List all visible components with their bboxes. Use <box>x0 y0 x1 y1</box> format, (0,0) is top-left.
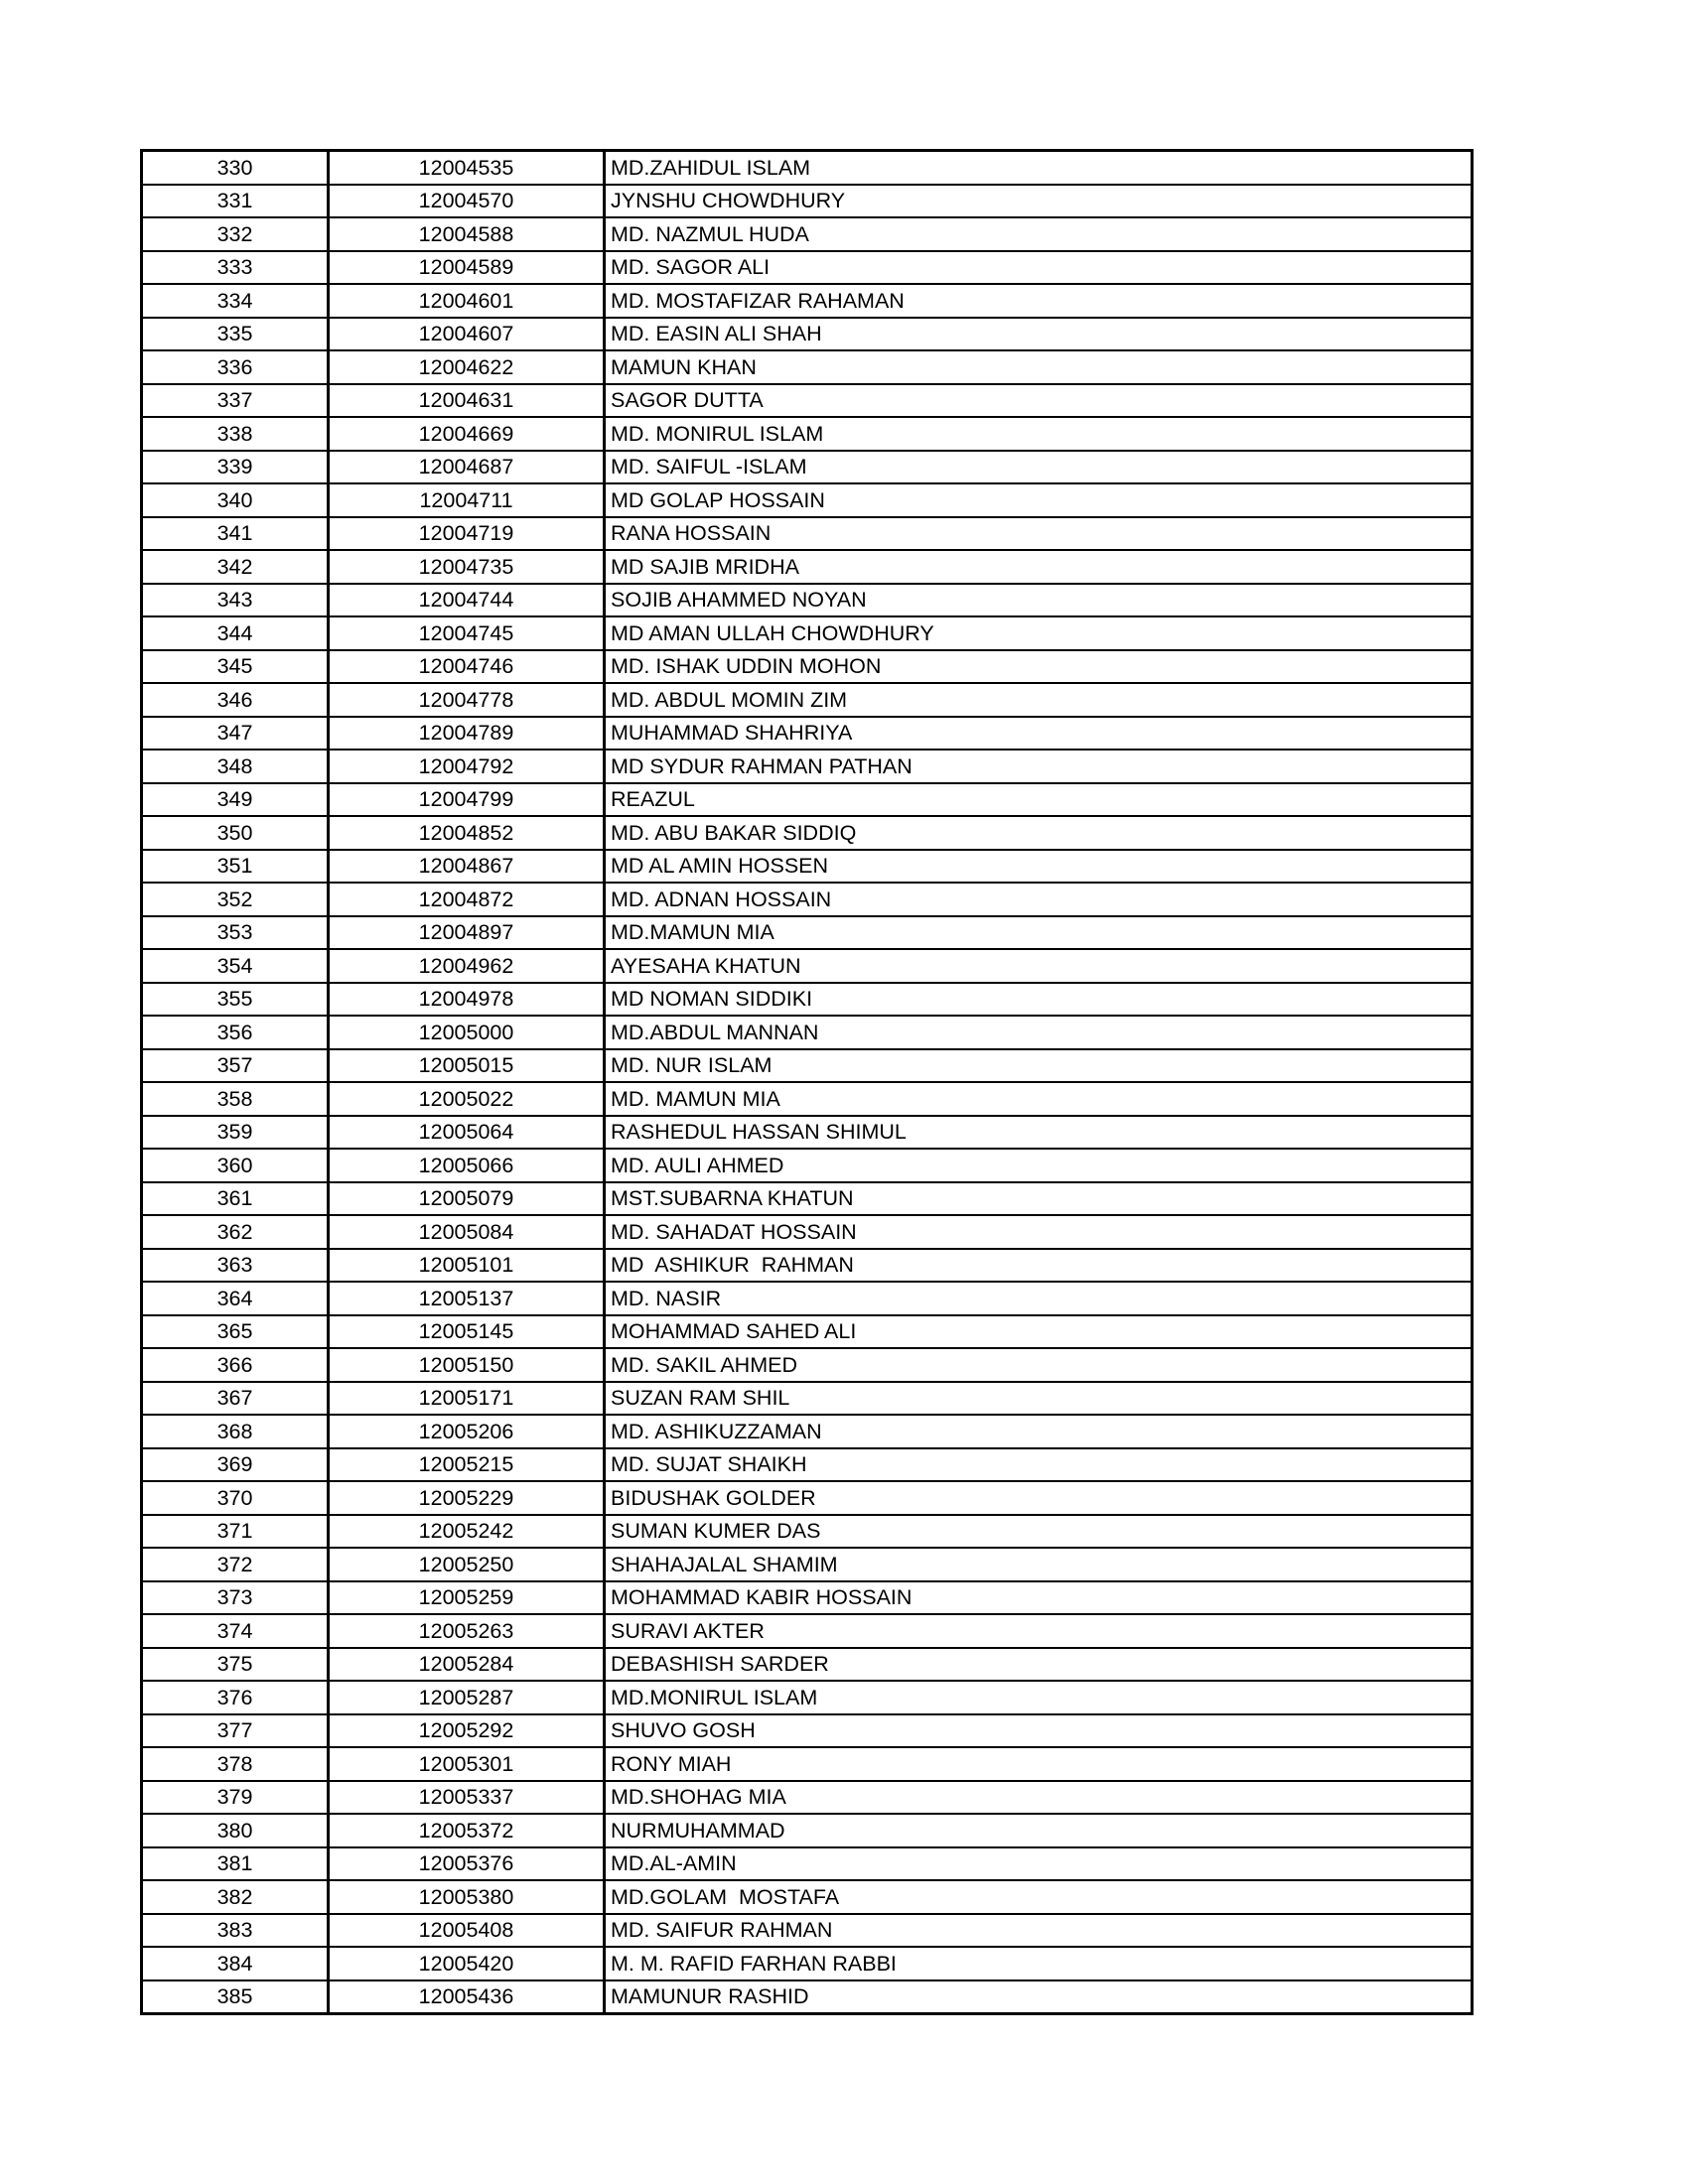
roll-number-cell: 12004588 <box>329 217 605 251</box>
roll-number-cell: 12005171 <box>329 1382 605 1416</box>
table-row <box>142 983 1473 1017</box>
roll-number-cell: 12004962 <box>329 949 605 983</box>
roll-number-cell: 12004601 <box>329 284 605 318</box>
roll-number-cell: 12005242 <box>329 1515 605 1549</box>
roll-number-cell: 12005250 <box>329 1548 605 1581</box>
candidate-name-cell: SUZAN RAM SHIL <box>605 1382 1473 1416</box>
candidate-name-cell: MD. ADNAN HOSSAIN <box>605 883 1473 916</box>
candidate-name-cell: MD. ABDUL MOMIN ZIM <box>605 683 1473 717</box>
table-row <box>142 584 1473 617</box>
table-row <box>142 1614 1473 1648</box>
table-row <box>142 816 1473 850</box>
candidate-name-cell: SUMAN KUMER DAS <box>605 1515 1473 1549</box>
candidate-name-cell: MAMUNUR RASHID <box>605 1980 1473 2014</box>
candidate-name-cell: NURMUHAMMAD <box>605 1814 1473 1847</box>
roll-number-cell: 12004978 <box>329 983 605 1017</box>
roll-number-cell: 12005101 <box>329 1249 605 1283</box>
roll-number-cell: 12004897 <box>329 916 605 950</box>
roll-number-cell: 12004745 <box>329 616 605 650</box>
table-row <box>142 1182 1473 1216</box>
serial-number-cell: 380 <box>142 1814 329 1847</box>
roll-number-cell: 12005284 <box>329 1648 605 1682</box>
roll-number-cell: 12005145 <box>329 1315 605 1349</box>
candidate-name-cell: MD.GOLAM MOSTAFA <box>605 1880 1473 1914</box>
roll-number-cell: 12004607 <box>329 318 605 351</box>
candidate-name-cell: BIDUSHAK GOLDER <box>605 1481 1473 1515</box>
roll-number-cell: 12004792 <box>329 750 605 783</box>
table-row <box>142 1914 1473 1948</box>
candidate-name-cell: JYNSHU CHOWDHURY <box>605 185 1473 218</box>
table-row <box>142 1249 1473 1283</box>
serial-number-cell: 343 <box>142 584 329 617</box>
roll-number-cell: 12004622 <box>329 350 605 384</box>
roll-number-cell: 12005380 <box>329 1880 605 1914</box>
candidate-name-cell: MD GOLAP HOSSAIN <box>605 483 1473 517</box>
serial-number-cell: 368 <box>142 1415 329 1448</box>
table-row <box>142 1781 1473 1815</box>
candidate-name-cell: MD. NUR ISLAM <box>605 1049 1473 1083</box>
roll-number-cell: 12004746 <box>329 650 605 684</box>
candidate-table <box>140 149 1474 2015</box>
table-row <box>142 883 1473 916</box>
candidate-name-cell: SOJIB AHAMMED NOYAN <box>605 584 1473 617</box>
serial-number-cell: 375 <box>142 1648 329 1682</box>
candidate-name-cell: MD. NAZMUL HUDA <box>605 217 1473 251</box>
serial-number-cell: 367 <box>142 1382 329 1416</box>
serial-number-cell: 334 <box>142 284 329 318</box>
table-row <box>142 550 1473 584</box>
table-row <box>142 1747 1473 1781</box>
roll-number-cell: 12005436 <box>329 1980 605 2014</box>
serial-number-cell: 379 <box>142 1781 329 1815</box>
serial-number-cell: 330 <box>142 151 329 185</box>
candidate-name-cell: MD.ABDUL MANNAN <box>605 1016 1473 1049</box>
table-row <box>142 1415 1473 1448</box>
candidate-name-cell: SHUVO GOSH <box>605 1714 1473 1748</box>
serial-number-cell: 336 <box>142 350 329 384</box>
table-row <box>142 850 1473 884</box>
serial-number-cell: 345 <box>142 650 329 684</box>
serial-number-cell: 366 <box>142 1348 329 1382</box>
table-row <box>142 717 1473 751</box>
table-row <box>142 284 1473 318</box>
table-row <box>142 1681 1473 1714</box>
candidate-name-cell: MOHAMMAD SAHED ALI <box>605 1315 1473 1349</box>
table-row <box>142 1215 1473 1249</box>
roll-number-cell: 12005408 <box>329 1914 605 1948</box>
roll-number-cell: 12005215 <box>329 1448 605 1482</box>
roll-number-cell: 12004589 <box>329 251 605 285</box>
table-row <box>142 417 1473 451</box>
roll-number-cell: 12004687 <box>329 451 605 484</box>
table-row <box>142 1082 1473 1116</box>
roll-number-cell: 12005287 <box>329 1681 605 1714</box>
candidate-name-cell: MD SAJIB MRIDHA <box>605 550 1473 584</box>
serial-number-cell: 376 <box>142 1681 329 1714</box>
table-row <box>142 1814 1473 1847</box>
candidate-name-cell: MD. ABU BAKAR SIDDIQ <box>605 816 1473 850</box>
candidate-name-cell: MD. EASIN ALI SHAH <box>605 318 1473 351</box>
roll-number-cell: 12005337 <box>329 1781 605 1815</box>
candidate-name-cell: MD AL AMIN HOSSEN <box>605 850 1473 884</box>
serial-number-cell: 373 <box>142 1581 329 1615</box>
serial-number-cell: 384 <box>142 1947 329 1980</box>
candidate-name-cell: MD.AL-AMIN <box>605 1847 1473 1881</box>
serial-number-cell: 385 <box>142 1980 329 2014</box>
roll-number-cell: 12005301 <box>329 1747 605 1781</box>
serial-number-cell: 355 <box>142 983 329 1017</box>
serial-number-cell: 339 <box>142 451 329 484</box>
table-row <box>142 1481 1473 1515</box>
candidate-name-cell: MD. MONIRUL ISLAM <box>605 417 1473 451</box>
serial-number-cell: 335 <box>142 318 329 351</box>
candidate-table-body <box>142 151 1473 2014</box>
table-row <box>142 1548 1473 1581</box>
candidate-name-cell: MD. ASHIKUZZAMAN <box>605 1415 1473 1448</box>
roll-number-cell: 12004799 <box>329 783 605 817</box>
table-row <box>142 185 1473 218</box>
serial-number-cell: 370 <box>142 1481 329 1515</box>
table-row <box>142 384 1473 418</box>
serial-number-cell: 383 <box>142 1914 329 1948</box>
serial-number-cell: 351 <box>142 850 329 884</box>
roll-number-cell: 12005066 <box>329 1149 605 1182</box>
serial-number-cell: 332 <box>142 217 329 251</box>
roll-number-cell: 12005376 <box>329 1847 605 1881</box>
serial-number-cell: 371 <box>142 1515 329 1549</box>
roll-number-cell: 12005079 <box>329 1182 605 1216</box>
candidate-name-cell: MD. SAGOR ALI <box>605 251 1473 285</box>
candidate-name-cell: MD.SHOHAG MIA <box>605 1781 1473 1815</box>
candidate-name-cell: MUHAMMAD SHAHRIYA <box>605 717 1473 751</box>
roll-number-cell: 12004867 <box>329 850 605 884</box>
roll-number-cell: 12005022 <box>329 1082 605 1116</box>
table-row <box>142 1448 1473 1482</box>
roll-number-cell: 12004872 <box>329 883 605 916</box>
candidate-name-cell: MD.MAMUN MIA <box>605 916 1473 950</box>
serial-number-cell: 381 <box>142 1847 329 1881</box>
serial-number-cell: 350 <box>142 816 329 850</box>
serial-number-cell: 377 <box>142 1714 329 1748</box>
serial-number-cell: 359 <box>142 1116 329 1150</box>
table-row <box>142 616 1473 650</box>
serial-number-cell: 372 <box>142 1548 329 1581</box>
roll-number-cell: 12005292 <box>329 1714 605 1748</box>
serial-number-cell: 340 <box>142 483 329 517</box>
table-row <box>142 483 1473 517</box>
candidate-name-cell: RASHEDUL HASSAN SHIMUL <box>605 1116 1473 1150</box>
roll-number-cell: 12004669 <box>329 417 605 451</box>
table-row <box>142 1116 1473 1150</box>
roll-number-cell: 12005137 <box>329 1282 605 1315</box>
table-row <box>142 750 1473 783</box>
roll-number-cell: 12005084 <box>329 1215 605 1249</box>
roll-number-cell: 12004778 <box>329 683 605 717</box>
serial-number-cell: 346 <box>142 683 329 717</box>
candidate-name-cell: MAMUN KHAN <box>605 350 1473 384</box>
roll-number-cell: 12005372 <box>329 1814 605 1847</box>
serial-number-cell: 365 <box>142 1315 329 1349</box>
table-row <box>142 1648 1473 1682</box>
table-row <box>142 783 1473 817</box>
table-row <box>142 318 1473 351</box>
candidate-name-cell: SURAVI AKTER <box>605 1614 1473 1648</box>
roll-number-cell: 12005259 <box>329 1581 605 1615</box>
serial-number-cell: 363 <box>142 1249 329 1283</box>
roll-number-cell: 12005064 <box>329 1116 605 1150</box>
serial-number-cell: 349 <box>142 783 329 817</box>
roll-number-cell: 12004735 <box>329 550 605 584</box>
roll-number-cell: 12004535 <box>329 151 605 185</box>
serial-number-cell: 360 <box>142 1149 329 1182</box>
table-row <box>142 949 1473 983</box>
serial-number-cell: 344 <box>142 616 329 650</box>
serial-number-cell: 361 <box>142 1182 329 1216</box>
table-row <box>142 1515 1473 1549</box>
roll-number-cell: 12004789 <box>329 717 605 751</box>
candidate-name-cell: MD. SAIFUR RAHMAN <box>605 1914 1473 1948</box>
table-row <box>142 217 1473 251</box>
roll-number-cell: 12005015 <box>329 1049 605 1083</box>
candidate-name-cell: MD AMAN ULLAH CHOWDHURY <box>605 616 1473 650</box>
table-row <box>142 650 1473 684</box>
serial-number-cell: 354 <box>142 949 329 983</box>
table-row <box>142 1348 1473 1382</box>
roll-number-cell: 12005263 <box>329 1614 605 1648</box>
roll-number-cell: 12005000 <box>329 1016 605 1049</box>
candidate-name-cell: MST.SUBARNA KHATUN <box>605 1182 1473 1216</box>
serial-number-cell: 358 <box>142 1082 329 1116</box>
roll-number-cell: 12004631 <box>329 384 605 418</box>
serial-number-cell: 341 <box>142 517 329 551</box>
candidate-name-cell: MD ASHIKUR RAHMAN <box>605 1249 1473 1283</box>
table-row <box>142 1016 1473 1049</box>
candidate-name-cell: AYESAHA KHATUN <box>605 949 1473 983</box>
serial-number-cell: 338 <box>142 417 329 451</box>
candidate-name-cell: MD SYDUR RAHMAN PATHAN <box>605 750 1473 783</box>
serial-number-cell: 378 <box>142 1747 329 1781</box>
candidate-name-cell: M. M. RAFID FARHAN RABBI <box>605 1947 1473 1980</box>
serial-number-cell: 333 <box>142 251 329 285</box>
serial-number-cell: 357 <box>142 1049 329 1083</box>
serial-number-cell: 331 <box>142 185 329 218</box>
roll-number-cell: 12004852 <box>329 816 605 850</box>
table-row <box>142 1847 1473 1881</box>
candidate-name-cell: MD. NASIR <box>605 1282 1473 1315</box>
serial-number-cell: 356 <box>142 1016 329 1049</box>
serial-number-cell: 348 <box>142 750 329 783</box>
serial-number-cell: 352 <box>142 883 329 916</box>
candidate-name-cell: MD. MAMUN MIA <box>605 1082 1473 1116</box>
table-row <box>142 1980 1473 2014</box>
table-row <box>142 1049 1473 1083</box>
candidate-name-cell: MOHAMMAD KABIR HOSSAIN <box>605 1581 1473 1615</box>
candidate-name-cell: MD. SAIFUL -ISLAM <box>605 451 1473 484</box>
table-row <box>142 1714 1473 1748</box>
serial-number-cell: 342 <box>142 550 329 584</box>
candidate-name-cell: SAGOR DUTTA <box>605 384 1473 418</box>
serial-number-cell: 374 <box>142 1614 329 1648</box>
serial-number-cell: 337 <box>142 384 329 418</box>
table-row <box>142 1282 1473 1315</box>
roll-number-cell: 12005206 <box>329 1415 605 1448</box>
candidate-name-cell: DEBASHISH SARDER <box>605 1648 1473 1682</box>
table-row <box>142 451 1473 484</box>
candidate-name-cell: RANA HOSSAIN <box>605 517 1473 551</box>
table-row <box>142 1315 1473 1349</box>
serial-number-cell: 353 <box>142 916 329 950</box>
table-row <box>142 1149 1473 1182</box>
roll-number-cell: 12004744 <box>329 584 605 617</box>
serial-number-cell: 347 <box>142 717 329 751</box>
roll-number-cell: 12004570 <box>329 185 605 218</box>
table-row <box>142 1581 1473 1615</box>
candidate-name-cell: MD. ISHAK UDDIN MOHON <box>605 650 1473 684</box>
table-row <box>142 1880 1473 1914</box>
candidate-name-cell: RONY MIAH <box>605 1747 1473 1781</box>
roll-number-cell: 12005150 <box>329 1348 605 1382</box>
serial-number-cell: 382 <box>142 1880 329 1914</box>
table-row <box>142 517 1473 551</box>
roll-number-cell: 12005420 <box>329 1947 605 1980</box>
table-row <box>142 1947 1473 1980</box>
table-row <box>142 683 1473 717</box>
candidate-name-cell: MD. AULI AHMED <box>605 1149 1473 1182</box>
candidate-name-cell: MD. SAHADAT HOSSAIN <box>605 1215 1473 1249</box>
serial-number-cell: 369 <box>142 1448 329 1482</box>
candidate-name-cell: MD.ZAHIDUL ISLAM <box>605 151 1473 185</box>
candidate-name-cell: MD.MONIRUL ISLAM <box>605 1681 1473 1714</box>
candidate-name-cell: SHAHAJALAL SHAMIM <box>605 1548 1473 1581</box>
table-row <box>142 251 1473 285</box>
candidate-name-cell: MD NOMAN SIDDIKI <box>605 983 1473 1017</box>
serial-number-cell: 364 <box>142 1282 329 1315</box>
candidate-name-cell: MD. SAKIL AHMED <box>605 1348 1473 1382</box>
roll-number-cell: 12005229 <box>329 1481 605 1515</box>
candidate-name-cell: REAZUL <box>605 783 1473 817</box>
table-row <box>142 350 1473 384</box>
candidate-name-cell: MD. MOSTAFIZAR RAHAMAN <box>605 284 1473 318</box>
table-row <box>142 1382 1473 1416</box>
roll-number-cell: 12004719 <box>329 517 605 551</box>
table-row <box>142 916 1473 950</box>
roll-number-cell: 12004711 <box>329 483 605 517</box>
candidate-name-cell: MD. SUJAT SHAIKH <box>605 1448 1473 1482</box>
serial-number-cell: 362 <box>142 1215 329 1249</box>
table-row <box>142 151 1473 185</box>
